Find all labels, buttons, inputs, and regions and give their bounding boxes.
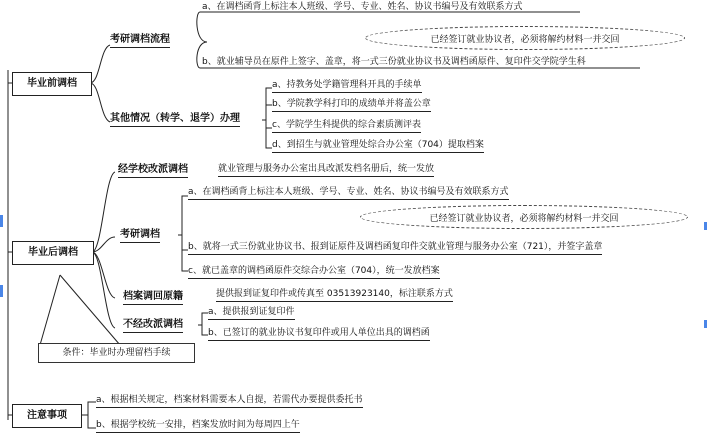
before-kaoyan-note-oval	[365, 26, 685, 50]
before-other-title: 其他情况（转学、退学）办理	[110, 113, 240, 127]
before-other-item-b: b、学院教学科打印的成绩单并将盖公章	[272, 99, 431, 112]
after-school-dispatch-title: 经学校改派调档	[118, 164, 188, 178]
after-return-title: 档案调回原籍	[123, 291, 183, 305]
after-no-dispatch-item-b: b、已签订的就业协议书复印件或用人单位出具的调档函	[208, 328, 430, 341]
notes-item-a: a、根据相关规定，档案材料需要本人自提，若需代办要提供委托书	[96, 395, 363, 408]
section-before-box	[12, 72, 92, 96]
section-after-title: 毕业后调档	[28, 247, 78, 258]
after-kaoyan-item-b: b、就将一式三份就业协议书、报到证原件及调档函复印件交就业管理与服务办公室（721），并签字盖章	[188, 242, 602, 255]
before-other-item-d: d、到招生与就业管理处综合办公室（704）提取档案	[272, 140, 484, 153]
after-kaoyan-note: 已经签订就业协议者，必须将解约材料一并交回	[429, 213, 619, 224]
before-other-item-a: a、持教务处学籍管理科开具的手续单	[272, 80, 422, 93]
section-after-box	[12, 241, 94, 265]
after-condition-text: 条件：毕业时办理留档手续	[62, 347, 171, 358]
after-kaoyan-item-c: c、就已盖章的调档函原件交综合办公室（704），统一发放档案	[188, 266, 440, 279]
after-kaoyan-item-a: a、在调档函背上标注本人班级、学号、专业、姓名、协议书编号及有效联系方式	[188, 187, 509, 200]
after-kaoyan-title: 考研调档	[120, 229, 160, 243]
after-kaoyan-note-oval	[360, 205, 688, 229]
before-other-item-c: c、学院学生科提供的综合素质测评表	[272, 120, 421, 133]
section-before-title: 毕业前调档	[27, 78, 77, 89]
left-marker	[0, 215, 3, 227]
section-notes-box	[12, 404, 82, 428]
before-kaoyan-item-b: b、就业辅导员在原件上签字、盖章，将一式三份就业协议书及调档函原件、复印件交学院学生科	[202, 57, 586, 67]
after-school-dispatch-text: 就业管理与服务办公室出具改派发档名册后，统一发放	[218, 164, 434, 177]
after-return-text: 提供报到证复印件或传真至 03513923140，标注联系方式	[216, 289, 453, 302]
left-marker	[0, 285, 3, 297]
notes-item-b: b、根据学校统一安排，档案发放时间为每周四上午	[96, 420, 300, 433]
after-condition-callout	[38, 343, 195, 363]
after-no-dispatch-title: 不经改派调档	[123, 319, 183, 333]
before-kaoyan-item-a: a、在调档函背上标注本人班级、学号、专业、姓名、协议书编号及有效联系方式	[202, 2, 523, 12]
after-no-dispatch-item-a: a、提供报到证复印件	[208, 307, 295, 320]
section-notes-title: 注意事项	[27, 410, 67, 421]
before-kaoyan-note: 已经签订就业协议者，必须将解约材料一并交回	[430, 34, 620, 45]
before-kaoyan-title: 考研调档流程	[110, 34, 170, 48]
